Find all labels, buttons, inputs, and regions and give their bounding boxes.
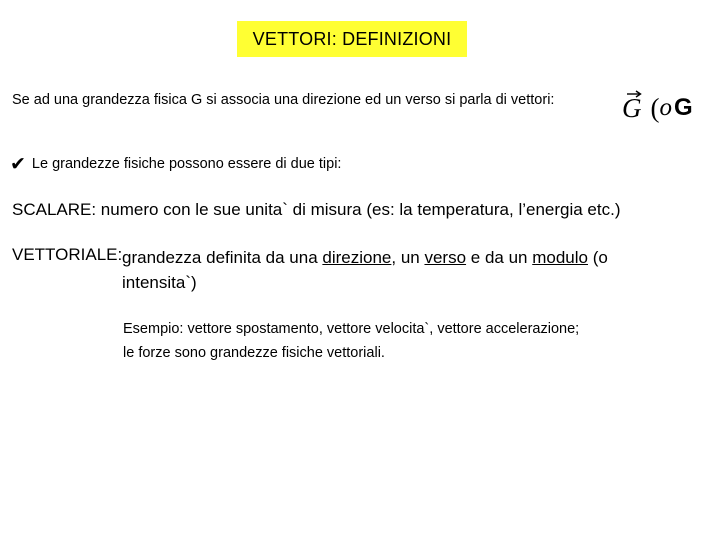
vector-notation [622,79,693,123]
vettoriale-text-2: , un [391,248,425,267]
example-line: le forze sono grandezze fisiche vettoriali. [123,345,385,361]
or-word: o [659,94,672,121]
vettoriale-definition [122,245,682,295]
example-block [123,317,683,365]
vettoriale-text-4: (o intensita`) [122,248,608,292]
example-line: Esempio: vettore spostamento, vettore velocita`, vettore accelerazione; [123,321,580,337]
keyword-direzione: direzione [322,248,392,267]
types-bullet-text: Le grandezze fisiche possono essere di due tipi: [31,156,342,172]
keyword-verso: verso [424,248,467,267]
vector-symbol [622,93,642,123]
vettoriale-text-1: grandezza definita da una [122,248,323,267]
slide-title [237,21,467,57]
keyword-modulo: modulo [532,248,588,267]
vettoriale-label: VETTORIALE: [12,245,123,264]
vector-letter: G [622,93,642,123]
intro-text: Se ad una grandezza fisica G si associa una direzione ed un verso si parla di vettori: [12,92,555,108]
scalare-definition: SCALARE: numero con le sue unita` di misura (es: la temperatura, l’energia etc.) [12,200,621,219]
open-paren: ( [650,93,660,123]
vettoriale-text-3: e da un [466,248,533,267]
bold-vector-letter: G [674,94,693,121]
vector-arrow-icon [626,90,642,98]
check-mark-icon: ✔ [10,153,26,175]
types-bullet [10,153,341,175]
slide-title-text: VETTORI: DEFINIZIONI [252,28,452,49]
